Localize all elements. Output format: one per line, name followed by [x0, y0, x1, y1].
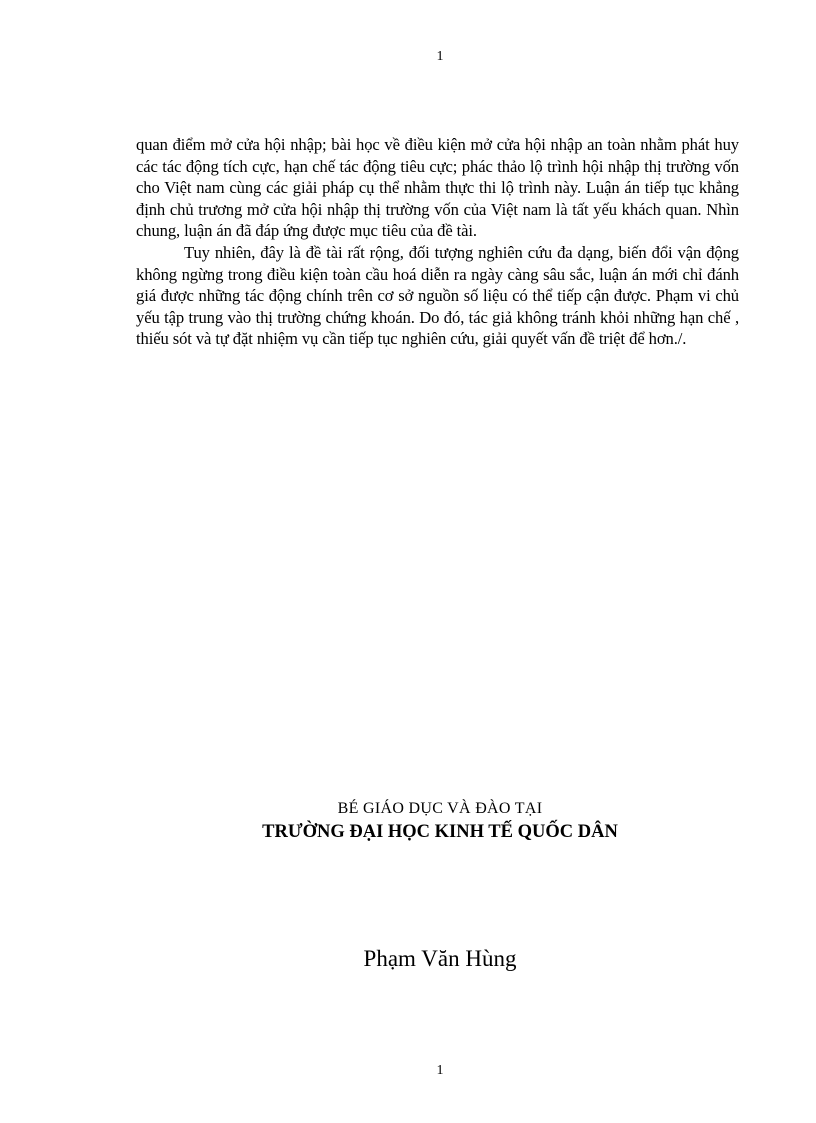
- paragraph: Tuy nhiên, đây là đề tài rất rộng, đối tượng nghiên cứu đa dạng, biến đổi vận động không ngừng trong điều kiện toàn cầu hoá diễn ra ngày càng sâu sắc, luận án mới chỉ đánh giá được những tác động chính trên cơ sở nguồn số liệu có thể tiếp cận được. Phạm vi chủ yếu tập trung vào thị trường chứng khoán. Do đó, tác giả không tránh khỏi những hạn chế , thiếu sót và tự đặt nhiệm vụ cần tiếp tục nghiên cứu, giải quyết vấn đề triệt để hơn./.: [136, 242, 739, 349]
- university-heading: TRƯỜNG ĐẠI HỌC KINH TẾ QUỐC DÂN: [262, 822, 618, 842]
- paragraph: quan điểm mở cửa hội nhập; bài học về điều kiện mở cửa hội nhập an toàn nhằm phát huy các tác động tích cực, hạn chế tác động tiêu cực; phác thảo lộ trình hội nhập thị trường vốn cho Việt nam cùng các giải pháp cụ thể nhằm thực thi lộ trình này. Luận án tiếp tục khẳng định chủ trương mở cửa hội nhập thị trường vốn của Việt nam là tất yếu khách quan. Nhìn chung, luận án đã đáp ứng được mục tiêu của đề tài.: [136, 135, 739, 241]
- body-text: [136, 134, 739, 350]
- ministry-heading: BÉ GIÁO DỤC VÀ ĐÀO TẠI: [337, 800, 543, 817]
- footer-page-number: 1: [436, 1063, 444, 1078]
- header-page-number: 1: [436, 49, 444, 64]
- author-name: Phạm Văn Hùng: [363, 946, 517, 971]
